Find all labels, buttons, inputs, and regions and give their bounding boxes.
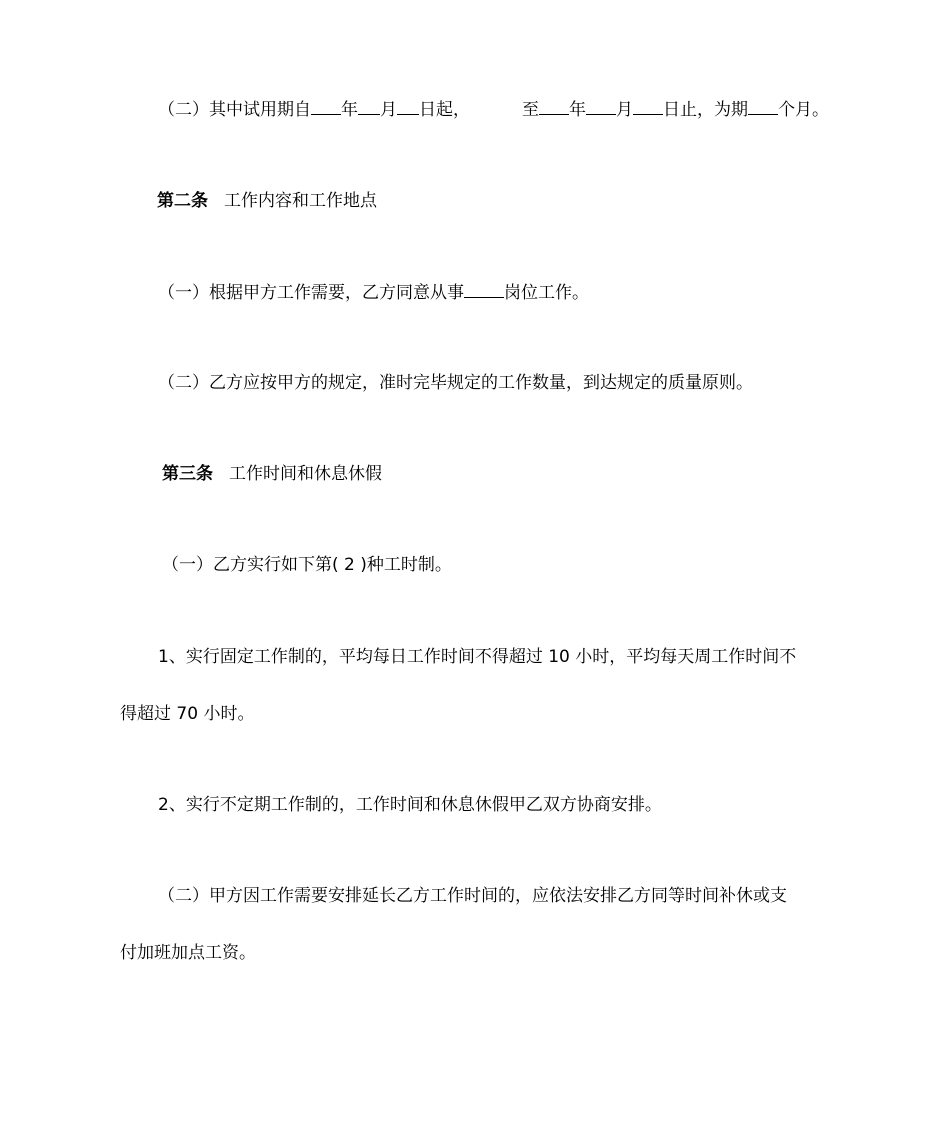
article-3-point-1-line-1: 1、实行固定工作制的，平均每日工作时间不得超过 10 小时，平均每天周工作时间不 [158,647,797,667]
article-3-item-2-line-2: 付加班加点工资。 [120,943,256,963]
probation-day-end-label: 日止，为期 [663,100,748,120]
probation-months-label: 个月。 [778,100,829,120]
blank-position [464,282,504,298]
article-3-heading [162,463,382,485]
blank-month-end [586,99,616,115]
blank-months-count [748,99,778,115]
probation-day-start-label: 日起， [419,100,470,120]
probation-year-label: 年 [341,100,358,120]
probation-year-end-label: 年 [569,100,586,120]
blank-year-start [311,99,341,115]
article-2-number: 第二条 [157,191,208,211]
article-2-title: 工作内容和工作地点 [224,191,377,211]
article-2-heading [157,190,377,212]
blank-month-start [358,99,380,115]
probation-month-end-label: 月 [616,100,633,120]
article-3-item-2-line-1: （二）甲方因工作需要安排延长乙方工作时间的，应依法安排乙方同等时间补休或支 [158,886,787,906]
article-2-item-1 [158,282,589,304]
article-2-item-1-suffix: 岗位工作。 [504,283,589,303]
probation-period-line [158,99,829,121]
article-3-number: 第三条 [162,464,213,484]
article-3-point-2: 2、实行不定期工作制的，工作时间和休息休假甲乙双方协商安排。 [158,795,662,815]
probation-month-label: 月 [380,100,397,120]
blank-year-end [539,99,569,115]
article-3-title: 工作时间和休息休假 [229,464,382,484]
probation-text-start: （二）其中试用期自 [158,100,311,120]
article-2-item-1-text: （一）根据甲方工作需要，乙方同意从事 [158,283,464,303]
article-3-point-1-line-2: 得超过 70 小时。 [120,704,255,724]
blank-day-start [397,99,419,115]
probation-to-label: 至 [522,100,539,120]
article-3-item-1: （一）乙方实行如下第( 2 )种工时制。 [162,555,452,575]
article-2-item-2: （二）乙方应按甲方的规定，准时完毕规定的工作数量，到达规定的质量原则。 [158,373,753,393]
blank-day-end [633,99,663,115]
